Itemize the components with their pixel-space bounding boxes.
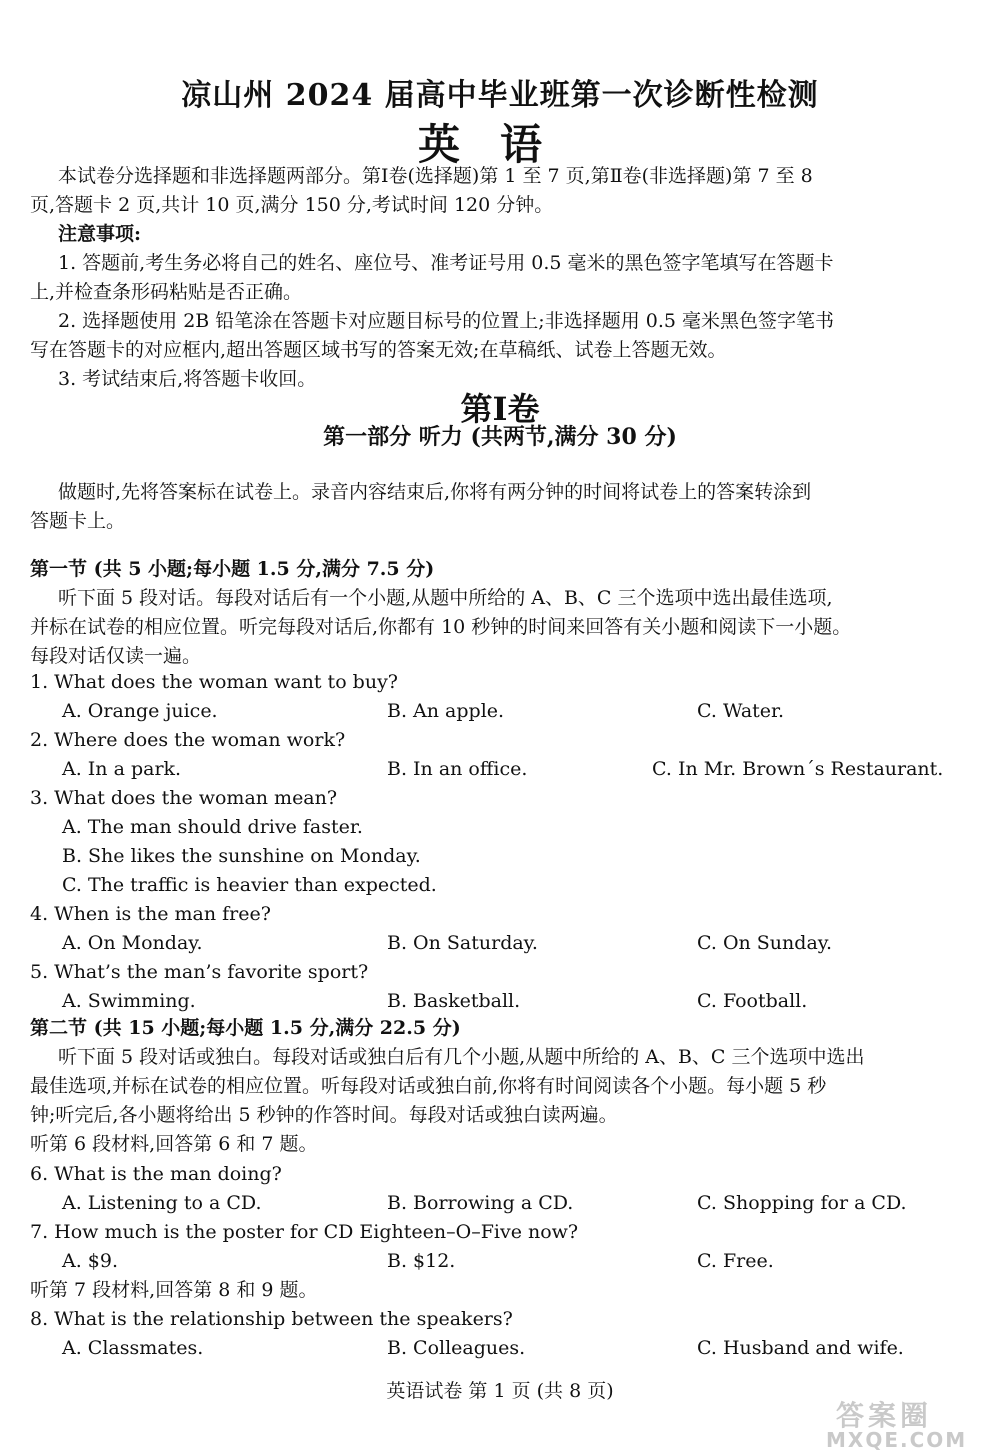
part1-heading: 第一部分 听力 (共两节,满分 30 分) [323,424,677,450]
q7-option-a: A. $9. [62,1250,119,1272]
q5-option-b: B. Basketball. [387,990,521,1012]
q3-option-c-text: C. The traffic is heavier than expected. [62,874,437,896]
page-footer: 英语试卷 第 1 页 (共 8 页) [386,1380,614,1402]
intro-line-1: 本试卷分选择题和非选择题两部分。第Ⅰ卷(选择题)第 1 至 7 页,第Ⅱ卷(非选择题)第 7 至 8 [58,165,813,187]
q1-option-c: C. Water. [697,700,785,722]
watermark-logo [826,1394,996,1452]
q4-stem: 4. When is the man free? [30,903,271,925]
q3-stem: 3. What does the woman mean? [30,787,338,809]
material-7-instruction: 听第 7 段材料,回答第 8 和 9 题。 [30,1279,318,1301]
material-6-instruction: 听第 6 段材料,回答第 6 和 7 题。 [30,1133,318,1155]
section1-line-3: 每段对话仅读一遍。 [30,645,202,667]
q6-option-b: B. Borrowing a CD. [387,1192,574,1214]
q8-option-c: C. Husband and wife. [697,1337,904,1359]
q1-option-b: B. An apple. [387,700,505,722]
q4-option-c: C. On Sunday. [697,932,833,954]
q5-stem: 5. What’s the man’s favorite sport? [30,961,369,983]
q4-option-b: B. On Saturday. [387,932,538,954]
section2-line-2: 最佳选项,并标在试卷的相应位置。听每段对话或独白前,你将有时间阅读各个小题。每小题 5 秒 [30,1075,827,1097]
section2-line-3: 钟;听完后,各小题将给出 5 秒钟的作答时间。每段对话或独白读两遍。 [30,1104,618,1126]
q2-option-a: A. In a park. [62,758,182,780]
notice-heading: 注意事项: [58,223,142,245]
q5-option-a: A. Swimming. [62,990,196,1012]
notice-2b: 写在答题卡的对应框内,超出答题区域书写的答案无效;在草稿纸、试卷上答题无效。 [30,339,727,361]
section1-heading: 第一节 (共 5 小题;每小题 1.5 分,满分 7.5 分) [30,558,435,580]
q5-option-c: C. Football. [697,990,808,1012]
q2-option-c: C. In Mr. Brown´s Restaurant. [652,758,944,780]
notice-3: 3. 考试结束后,将答题卡收回。 [58,368,317,390]
q7-option-b: B. $12. [387,1250,456,1272]
exam-title: 凉山州 2024 届高中毕业班第一次诊断性检测 [181,78,819,113]
notice-1a: 1. 答题前,考生务必将自己的姓名、座位号、准考证号用 0.5 毫米的黑色签字笔填写在答题卡 [58,252,834,274]
notice-2a: 2. 选择题使用 2B 铅笔涂在答题卡对应题目标号的位置上;非选择题用 0.5 毫米黑色签字笔书 [58,310,834,332]
q2-stem: 2. Where does the woman work? [30,729,346,751]
section2-line-1: 听下面 5 段对话或独白。每段对话或独白后有几个小题,从题中所给的 A、B、C 三个选项中选出 [58,1046,865,1068]
q8-stem: 8. What is the relationship between the speakers? [30,1308,513,1330]
q4-option-a: A. On Monday. [62,932,203,954]
q3-option-b-text: B. She likes the sunshine on Monday. [62,845,421,867]
q1-option-a: A. Orange juice. [62,700,218,722]
watermark-bottom-text: MXQE.COM [826,1428,968,1452]
q6-option-a: A. Listening to a CD. [62,1192,262,1214]
q7-stem: 7. How much is the poster for CD Eighteen–O–Five now? [30,1221,579,1243]
q1-stem: 1. What does the woman want to buy? [30,671,398,693]
q3-option-a-text: A. The man should drive faster. [62,816,363,838]
section1-line-2: 并标在试卷的相应位置。听完每段对话后,你都有 10 秒钟的时间来回答有关小题和阅读下一小题。 [30,616,852,638]
q6-option-c: C. Shopping for a CD. [697,1192,907,1214]
directions-line-2: 答题卡上。 [30,510,126,532]
q2-option-b: B. In an office. [387,758,528,780]
subject-title: 英语 [417,120,582,169]
q8-option-b: B. Colleagues. [387,1337,526,1359]
intro-line-2: 页,答题卡 2 页,共计 10 页,满分 150 分,考试时间 120 分钟。 [30,194,554,216]
notice-1b: 上,并检查条形码粘贴是否正确。 [30,281,303,303]
watermark-top-text: 答案圈 [836,1399,933,1432]
q7-option-c: C. Free. [697,1250,774,1272]
section2-heading: 第二节 (共 15 小题;每小题 1.5 分,满分 22.5 分) [30,1017,461,1039]
directions-line-1: 做题时,先将答案标在试卷上。录音内容结束后,你将有两分钟的时间将试卷上的答案转涂到 [58,481,812,503]
section1-line-1: 听下面 5 段对话。每段对话后有一个小题,从题中所给的 A、B、C 三个选项中选出最佳选项, [58,587,833,609]
volume-heading: 第Ⅰ卷 [460,390,540,428]
q8-option-a: A. Classmates. [62,1337,204,1359]
q6-stem: 6. What is the man doing? [30,1163,282,1185]
